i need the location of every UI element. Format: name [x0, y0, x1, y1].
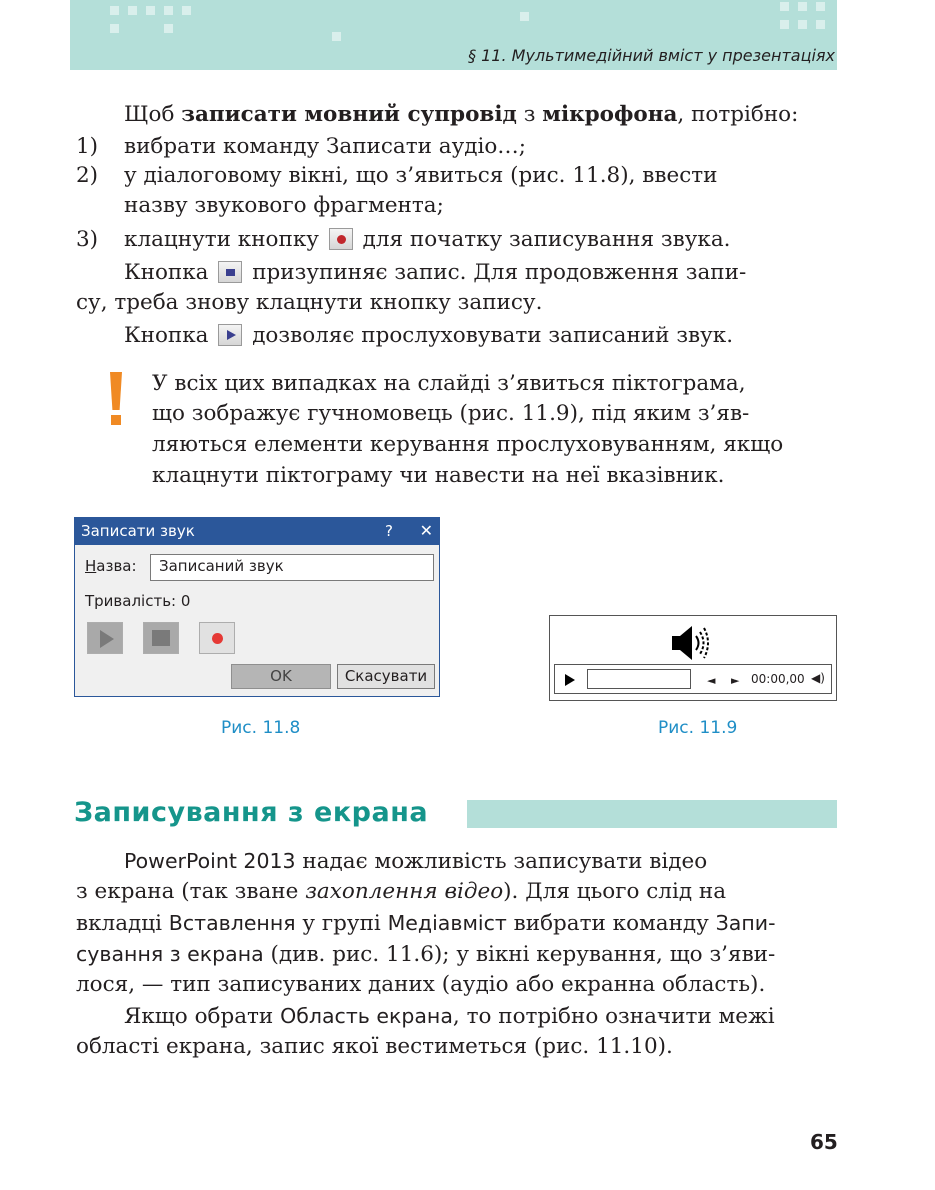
figure-caption: Рис. 11.9	[658, 718, 738, 738]
section-title: Записування з екрана	[74, 797, 429, 828]
section-line: області екрана, запис якої вестиметься (рис. 11.10).	[76, 1034, 673, 1059]
step-text: клацнути кнопку для початку записування звука.	[124, 227, 731, 252]
stop-button-icon	[218, 261, 242, 283]
step-text: вибрати команду Записати аудіо…;	[124, 134, 527, 159]
stop-button[interactable]	[143, 622, 179, 654]
step-number: 1)	[76, 134, 99, 159]
record-sound-dialog	[74, 517, 440, 697]
intro-line: Щоб записати мовний супровід з мікрофона, потрібно:	[124, 102, 799, 127]
section-line: PowerPoint 2013 надає можливість записувати відео	[124, 849, 708, 874]
record-button[interactable]	[199, 622, 235, 654]
running-title: § 11. Мультимедійний вміст у презентаціях	[468, 46, 835, 65]
section-line: сування з екрана (див. рис. 11.6); у вікні керування, що з’яви-	[76, 942, 776, 967]
progress-track[interactable]	[587, 669, 691, 689]
dialog-title: Записати звук	[81, 522, 195, 540]
note-line: У всіх цих випадках на слайді з’явиться піктограма,	[152, 371, 746, 396]
step-text-cont: назву звукового фрагмента;	[124, 193, 444, 218]
step-back-icon[interactable]: ◄	[707, 674, 716, 687]
step-forward-icon[interactable]: ►	[731, 674, 740, 687]
exclamation-icon	[108, 372, 124, 428]
section-line: вкладці Вставлення у групі Медіавміст вибрати команду Запи-	[76, 911, 776, 936]
section-line: лося, — тип записуваних даних (аудіо або екранна область).	[76, 972, 766, 997]
name-field[interactable]: Записаний звук	[150, 554, 434, 581]
play-button[interactable]	[87, 622, 123, 654]
cancel-button[interactable]: Скасувати	[337, 664, 435, 689]
stop-line-cont: су, треба знову клацнути кнопку запису.	[76, 290, 543, 315]
section-bar	[467, 800, 837, 828]
audio-player	[549, 615, 837, 701]
play-line: Кнопка дозволяє прослуховувати записаний звук.	[124, 323, 734, 348]
note-line: ляються елементи керування прослуховуванням, якщо	[152, 432, 784, 457]
page-number: 65	[810, 1130, 838, 1154]
section-line: Якщо обрати Область екрана, то потрібно означити межі	[124, 1004, 775, 1029]
play-icon[interactable]	[565, 674, 575, 686]
time-display: 00:00,00	[751, 672, 805, 686]
section-line: з екрана (так зване захоплення відео). Для цього слід на	[76, 879, 727, 904]
note-line: що зображує гучномовець (рис. 11.9), під яким з’яв-	[152, 401, 750, 426]
duration-label: Тривалість: 0	[85, 592, 191, 610]
speaker-icon[interactable]	[668, 624, 712, 662]
note-line: клацнути піктограму чи навести на неї вказівник.	[152, 463, 725, 488]
step-number: 2)	[76, 163, 99, 188]
record-button-icon	[329, 228, 353, 250]
play-button-icon	[218, 324, 242, 346]
volume-icon[interactable]: ◀)	[811, 671, 825, 685]
name-label: Назва:	[85, 557, 137, 575]
dialog-titlebar	[75, 518, 439, 545]
player-controls	[554, 664, 832, 694]
step-text: у діалоговому вікні, що з’явиться (рис. 11.8), ввести	[124, 163, 718, 188]
stop-line: Кнопка призупиняє запис. Для продовження запи-	[124, 260, 747, 285]
step-number: 3)	[76, 227, 99, 252]
ok-button[interactable]: OK	[231, 664, 331, 689]
figure-caption: Рис. 11.8	[221, 718, 301, 738]
close-icon[interactable]: ✕	[419, 521, 433, 540]
help-icon[interactable]: ?	[385, 522, 393, 540]
